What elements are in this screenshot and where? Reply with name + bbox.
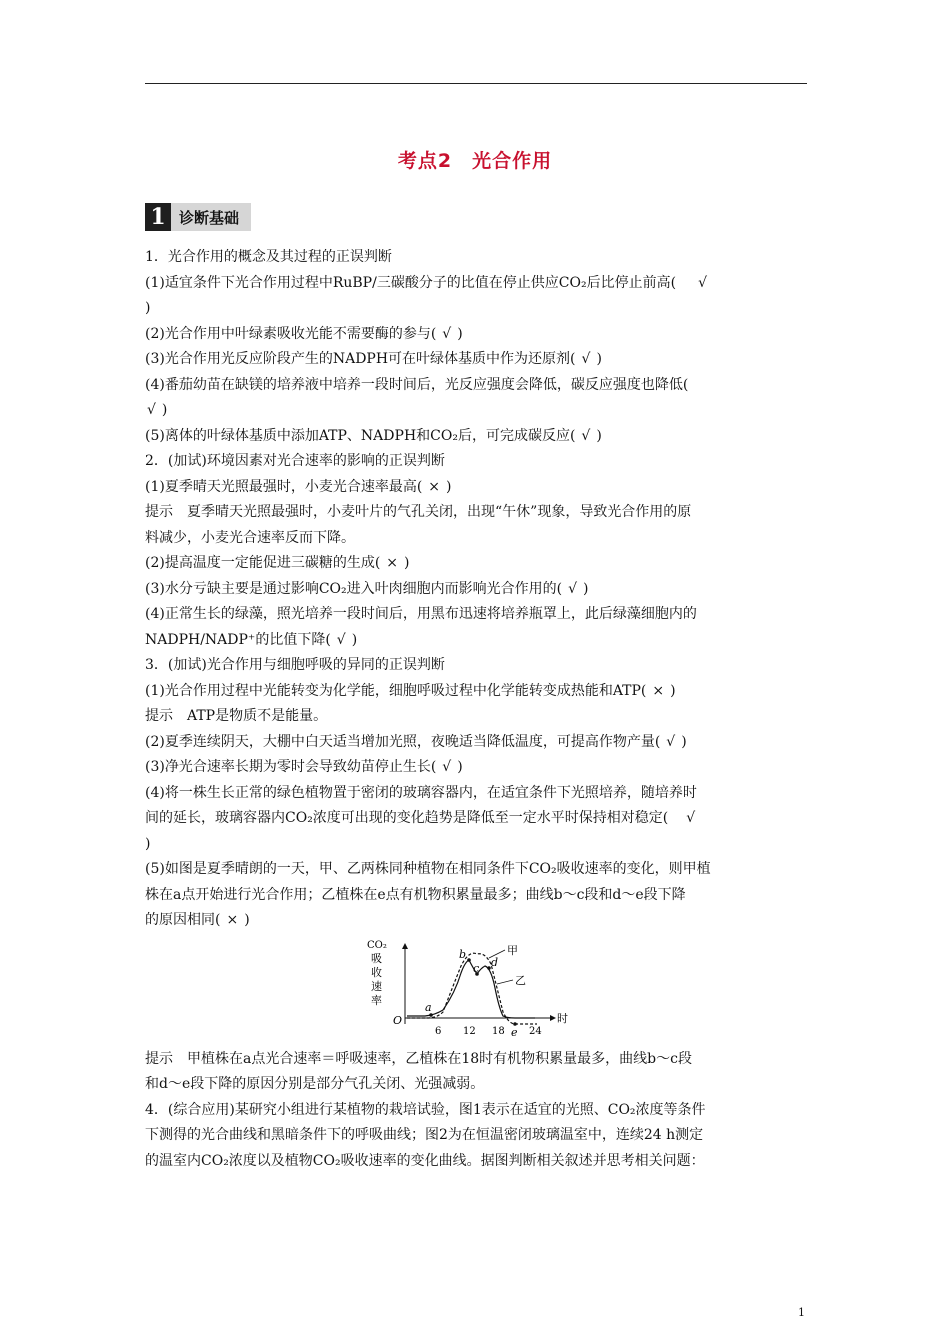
chart-svg [365,938,605,1042]
label-c: c [473,961,480,975]
y-label-ch2: 收 [371,965,382,979]
q1-item5: (5)离体的叶绿体基质中添加ATP、NADPH和CO₂后，可完成碳反应( √ ) [145,424,809,450]
y-label-co2: CO₂ [367,939,387,951]
answer-mark: √ [568,580,578,597]
legend-yi: 乙 [515,973,526,987]
section-number: 1 [145,203,171,231]
label-a: a [425,1000,432,1014]
q4-line2: 下测得的光合曲线和黑暗条件下的呼吸曲线；图2为在恒温密闭玻璃温室中，连续24 h测定 [145,1127,704,1143]
x-label: 时 [557,1011,568,1025]
section-label: 诊断基础 [171,203,251,231]
y-label-ch4: 率 [371,993,382,1007]
legend-jia: 甲 [507,943,518,957]
q1-item1: (1)适宜条件下光合作用过程中RuBP/三碳酸分子的比值在停止供应CO₂后比停止前高( √ [145,271,809,297]
label-b: b [459,947,467,961]
page-title: 考点2 光合作用 [397,150,553,172]
document-body: 1．光合作用的概念及其过程的正误判断 (1)适宜条件下光合作用过程中RuBP/三碳酸分子的比值在停止供应CO₂后比停止前高( √ ) (2)光合作用中叶绿素吸收光能不需要酶的参与( √ ) (3)光合作用光反应阶段产生的NADPH可在叶绿体基质中作为还原剂( √ ) (4)番茄幼苗在缺镁的培养液中培养一段时间后，光反应强度会降低，碳反应强度也降低( √ ) (5)离体的叶绿体基质中添加ATP、NADPH和CO₂后，可完成碳反应( √ ) 2．(加试)环境因素对光合速率的影响的正误判断 (1)夏季晴天光照最强时，小麦光合速率最高( × ) 提示 夏季晴天光照最强时，小麦叶片的气孔关闭，出现“午休”现象，导致光合作用的原 料减少，小麦光合速率反而下降。 (2)提高温度一定能促进三碳糖的生成( × ) (3)水分亏缺主要是通过影响CO₂进入叶肉细胞内而影响光合作用的( √ ) (4)正常生长的绿藻，照光培养一段时间后，用黑布迅速将培养瓶罩上，此后绿藻细胞内的 NADPH/NADP⁺的比值下降( √ ) 3．(加试)光合作用与细胞呼吸的异同的正误判断 (1)光合作用过程中光能转变为化学能，细胞呼吸过程中化学能转变成热能和ATP( × ) 提示 ATP是物质不是能量。 (2)夏季连续阴天，大棚中白天适当增加光照，夜晚适当降低温度，可提高作物产量( √ ) (3)净光合速率长期为零时会导致幼苗停止生长( √ ) (4)将一株生长正常的绿色植物置于密闭的玻璃容器内，在适宜条件下光照培养，随培养时 间的延长，玻璃容器内CO₂浓度可出现的变化趋势是降低至一定水平时保持相对稳定( √ ) (5)如图是夏季晴朗的一天，甲、乙两株同种植物在相同条件下CO₂吸收速率的变化，则甲植 株在a点开始进行光合作用；乙植株在e点有机物积累量最多；曲线b～c段和d～e段下降 的原因相同( × ) CO₂ 吸 收 速 率 O 时 6 12 18 24 a b c d e 甲 乙 提示 甲植株在a点光合速率＝呼吸速率，乙植株在18时有机物积累量最多，曲线b～c段 和d～e段下降的原因分别是部分气孔关闭、光强减弱。 4．(综合应用)某研究小组进行某植物的栽培试验，图1表示在适宜的光照、CO₂浓度等条件 下测得的光合曲线和黑暗条件下的呼吸曲线；图2为在恒温密闭玻璃温室中，连续24 h测定 的温室内CO₂浓度以及植物CO₂吸收速率的变化曲线。据图判断相关叙述并思考相关问题： [145,245,809,1174]
q2-item2: (2)提高温度一定能促进三碳糖的生成( × ) [145,551,809,577]
y-label-ch1: 吸 [371,951,382,965]
label-d: d [491,955,499,969]
answer-mark: × [386,555,399,571]
x-tick-18: 18 [492,1025,505,1037]
x-tick-24: 24 [529,1025,542,1037]
answer-mark: √ [581,351,591,367]
answer-mark: √ [686,810,696,826]
leader-yi [497,980,513,984]
q2-heading: 2．(加试)环境因素对光合速率的影响的正误判断 [145,453,445,469]
q3-item1: (1)光合作用过程中光能转变为化学能，细胞呼吸过程中化学能转变成热能和ATP( × ) [145,679,809,705]
co2-absorption-chart [145,938,809,1043]
answer-mark: √ [698,274,707,291]
q3-item5: (5)如图是夏季晴朗的一天，甲、乙两株同种植物在相同条件下CO₂吸收速率的变化，则甲植 [145,861,711,877]
point-b [467,958,471,962]
q3-heading: 3．(加试)光合作用与细胞呼吸的异同的正误判断 [145,657,445,673]
q3-hint1: 提示 ATP是物质不是能量。 [145,708,328,724]
answer-mark: √ [442,759,452,775]
x-tick-12: 12 [463,1025,476,1037]
q2-item3: (3)水分亏缺主要是通过影响CO₂进入叶肉细胞内而影响光合作用的( √ ) [145,577,809,603]
q4-line3: 的温室内CO₂浓度以及植物CO₂吸收速率的变化曲线。据图判断相关叙述并思考相关问题： [145,1152,705,1169]
q3-hint5: 提示 甲植株在a点光合速率＝呼吸速率，乙植株在18时有机物积累量最多，曲线b～c段 [145,1050,692,1067]
q1-heading: 1．光合作用的概念及其过程的正误判断 [145,249,392,265]
q4-line1: 4．(综合应用)某研究小组进行某植物的栽培试验，图1表示在适宜的光照、CO₂浓度等条件 [145,1101,706,1118]
q3-item2: (2)夏季连续阴天，大棚中白天适当增加光照，夜晚适当降低温度，可提高作物产量( √ ) [145,730,809,756]
q1-item2: (2)光合作用中叶绿素吸收光能不需要酶的参与( √ ) [145,322,809,348]
q2-item4: (4)正常生长的绿藻，照光培养一段时间后，用黑布迅速将培养瓶罩上，此后绿藻细胞内的 [145,606,697,622]
answer-mark: √ [581,427,591,444]
q3-item4: (4)将一株生长正常的绿色植物置于密闭的玻璃容器内，在适宜条件下光照培养，随培养时 [145,784,697,801]
answer-mark: × [428,478,441,495]
q1-item3: (3)光合作用光反应阶段产生的NADPH可在叶绿体基质中作为还原剂( √ ) [145,347,809,373]
x-tick-6: 6 [435,1025,442,1037]
section-header [145,203,251,231]
answer-mark: √ [442,325,452,342]
answer-mark: × [226,912,239,928]
answer-mark: √ [666,733,676,750]
answer-mark: √ [336,631,346,648]
label-e: e [511,1025,518,1039]
q3-item3: (3)净光合速率长期为零时会导致幼苗停止生长( √ ) [145,755,809,781]
origin-label: O [393,1013,403,1027]
q2-item1: (1)夏季晴天光照最强时，小麦光合速率最高( × ) [145,475,809,501]
q2-hint1: 提示 夏季晴天光照最强时，小麦叶片的气孔关闭，出现“午休”现象，导致光合作用的原 [145,504,692,520]
header-rule [145,83,807,84]
q1-item4: (4)番茄幼苗在缺镁的培养液中培养一段时间后，光反应强度会降低，碳反应强度也降低( [145,376,689,393]
y-label-ch3: 速 [371,979,382,993]
answer-mark: √ [147,402,156,418]
page-number: 1 [798,1306,805,1319]
answer-mark: × [652,682,665,699]
